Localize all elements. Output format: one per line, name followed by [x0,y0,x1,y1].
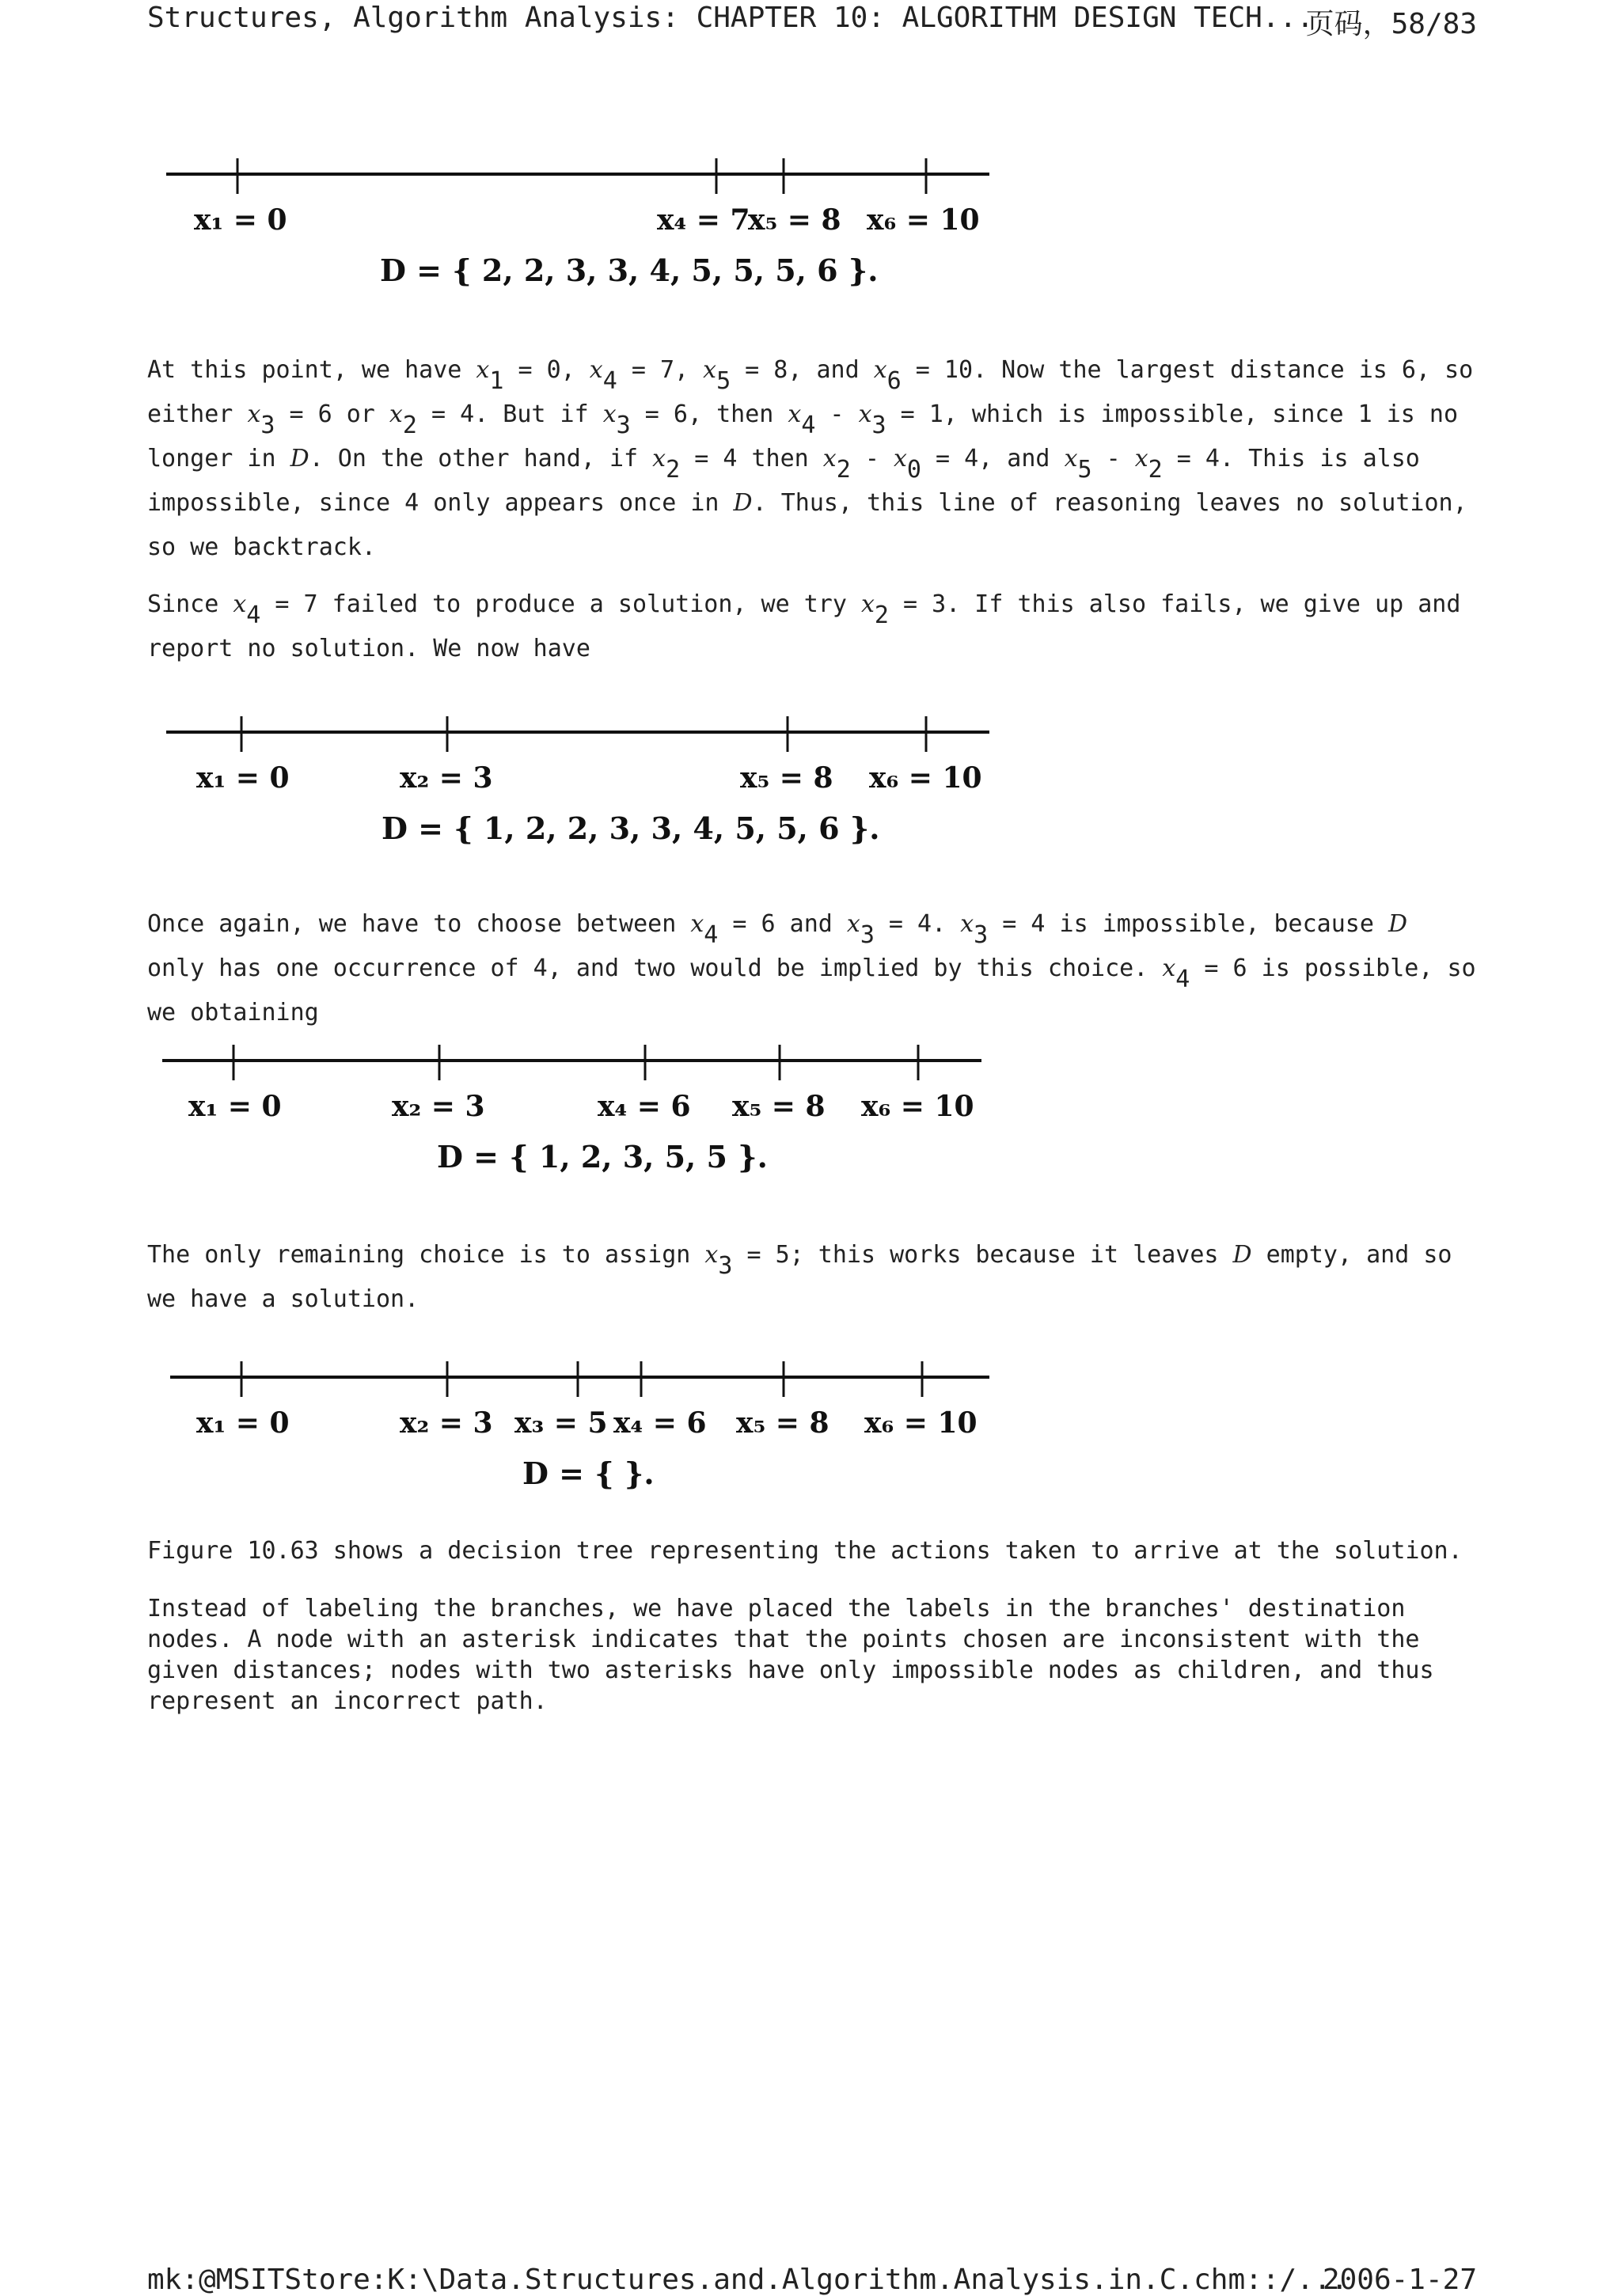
footer-path: mk:@MSITStore:K:\Data.Structures.and.Algorithm.Analysis.in.C.chm::/... [147,2264,1349,2296]
point-label: x₆ = 10 [861,1090,974,1123]
point-label: x₅ = 8 [736,1406,829,1440]
paragraph-labels-note: Instead of labeling the branches, we have placed the labels in the branches' destination nodes. A node with an asterisk indicates that the points chosen are inconsistent with the given distances; nodes with two asterisks have only impossible nodes as children, and thus represent an incorrect path. [147,1595,1434,1715]
point-label: x₁ = 0 [194,203,287,237]
paragraph-choose: Once again, we have to choose between $x_4 = 6$ and $x_3 = 4$. $x_3 = 4$ is impossible, because D only has one occurrence of 4, and two would be implied by this choice. $x_4 = 6$ is possible, so we obtaining [147,910,1476,1027]
number-line-4 [150,1342,1005,1500]
point-label: x₆ = 10 [869,761,982,795]
distance-set: D = { 1, 2, 2, 3, 3, 4, 5, 5, 6 }. [382,810,880,846]
distance-set: D = { 2, 2, 3, 3, 4, 5, 5, 5, 6 }. [380,252,879,288]
distance-set: D = { }. [522,1455,655,1491]
point-label: x₂ = 3 [400,761,493,795]
page-header [147,2,1477,40]
number-line-figure-2 [150,696,1005,855]
page-footer [147,2264,1477,2296]
point-label: x₅ = 8 [732,1090,826,1123]
number-line-figure-1 [150,139,1005,297]
point-label: x₁ = 0 [196,1406,290,1440]
number-line-3 [150,1025,1005,1183]
point-label: x₆ = 10 [867,203,980,237]
number-line-figure-4 [150,1342,1005,1500]
paragraph-figure-ref: Figure 10.63 shows a decision tree representing the actions taken to arrive at the solution. [147,1537,1463,1565]
point-label: x₄ = 7 [657,203,750,237]
footer-date: 2006-1-27 [1322,2264,1477,2296]
point-label: x₅ = 8 [740,761,833,795]
point-label: x₂ = 3 [400,1406,493,1440]
paragraph-backtrack: Since $x_4 = 7$ failed to produce a solution, we try $x_2 = 3$. If this also fails, we give up and report no solution. We now have [147,590,1461,662]
paragraph-solution: The only remaining choice is to assign $x_3 = 5$; this works because it leaves D empty, and so we have a solution. [147,1241,1452,1313]
point-label: x₄ = 6 [598,1090,691,1123]
point-label: x₁ = 0 [196,761,290,795]
number-line-2 [150,696,1005,855]
point-label: x₁ = 0 [188,1090,282,1123]
point-label: x₆ = 10 [864,1406,978,1440]
paragraph-current-state: At this point, we have $x_1 = 0$, $x_4 = 7$, $x_5 = 8$, and $x_6 = 10$. Now the largest distance is 6, so either $x_3 = 6$ or $x_2 = 4$. But if $x_3 = 6$, then $x_4 - x_3 = 1$, which is impossible, since 1 is no longer in D. On the other hand, if $x_2 = 4$ then $x_2 - x_0 = 4$, and $x_5 - x_2 = 4$. This is also impossible, since 4 only appears once in D. Thus, this line of reasoning leaves no solution, so we backtrack. [147,356,1474,561]
point-label: x₂ = 3 [392,1090,485,1123]
number-line-figure-3 [150,1025,1005,1183]
header-title: Structures, Algorithm Analysis: CHAPTER 10: ALGORITHM DESIGN TECH... [147,2,1314,34]
distance-set: D = { 1, 2, 3, 5, 5 }. [437,1139,768,1175]
point-label: x₄ = 6 [613,1406,707,1440]
number-line-1 [150,139,1005,297]
point-label: x₅ = 8 [748,203,841,237]
page-number: 页码，58/83 [1305,8,1477,40]
point-label: x₃ = 5 [514,1406,608,1440]
